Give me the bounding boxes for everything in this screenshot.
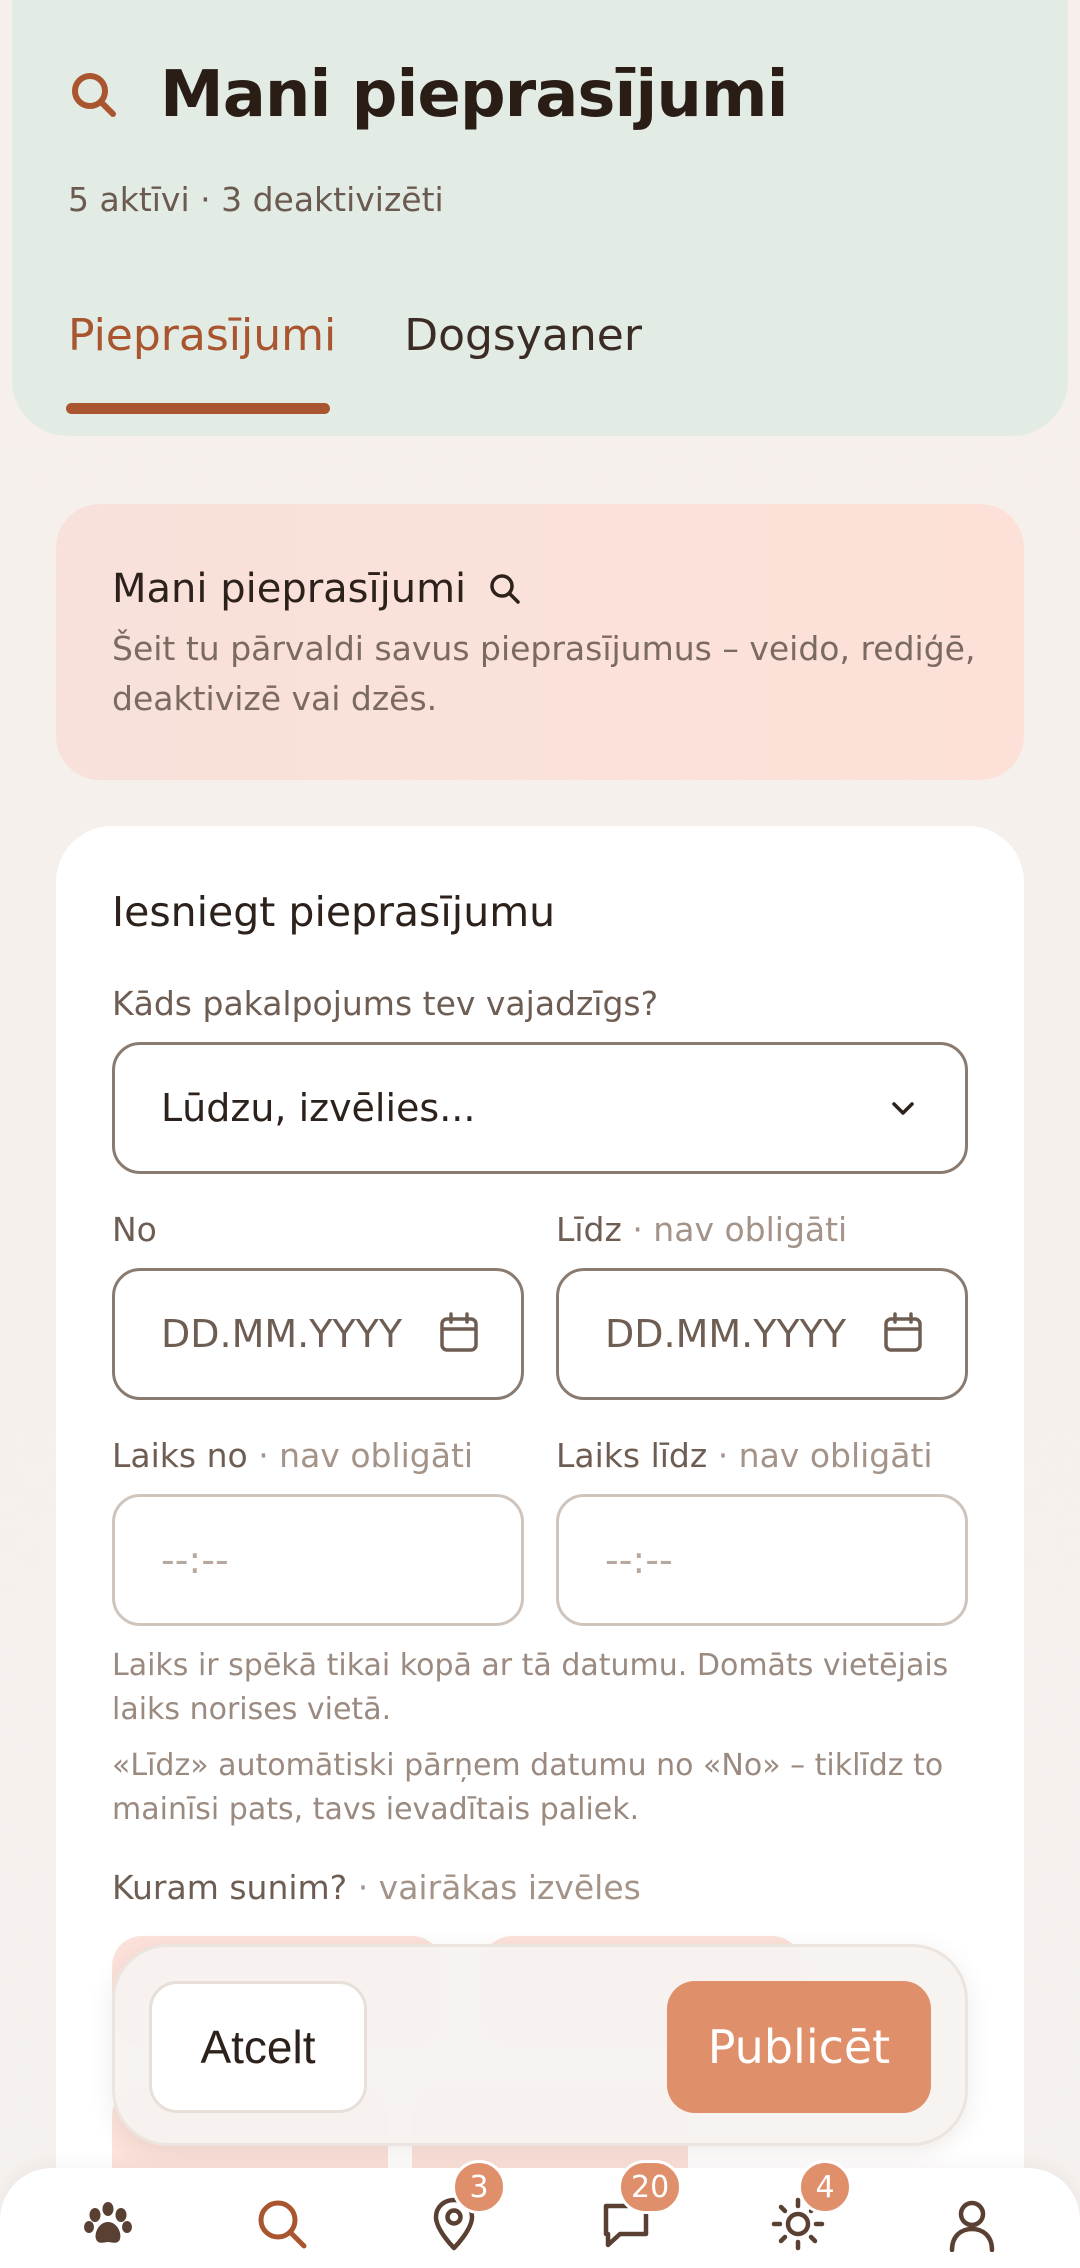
request-count-summary: 5 aktīvi · 3 deaktivizēti [68,180,444,219]
bottom-navigation [0,2168,1080,2268]
tab-dogsyaner[interactable]: Dogsyaner [404,310,642,361]
time-from-field[interactable] [112,1494,524,1626]
info-description: Šeit tu pārvaldi savus pieprasījumus – veido, rediģē, deaktivizē vai dzēs. [112,629,976,718]
cancel-button[interactable]: Atcelt [149,1981,367,2113]
page-header [12,0,1068,436]
date-from-placeholder: DD.MM.YYYY [161,1312,403,1356]
form-title: Iesniegt pieprasījumu [112,888,556,936]
calendar-icon[interactable] [437,1311,481,1355]
search-icon [254,2196,310,2252]
header-title-row [68,58,788,132]
info-card [56,504,1024,780]
nav-item-profile[interactable] [942,2194,1002,2254]
chevron-down-icon [887,1093,919,1125]
tab-requests[interactable]: Pieprasījumi [68,310,337,361]
info-title: Mani pieprasījumi [112,566,467,612]
nav-item-search[interactable] [252,2194,312,2254]
date-from-label: No [112,1210,157,1249]
calendar-icon[interactable] [881,1311,925,1355]
multi-select-note: · vairākas izvēles [357,1868,641,1907]
date-sync-hint: «Līdz» automātiski pārņem datumu no «No» – tiklīdz to mainīsi pats, tavs ievadītais paliek. [112,1748,944,1827]
time-to-field[interactable] [556,1494,968,1626]
page-title: Mani pieprasījumi [160,58,788,132]
time-hint: Laiks ir spēkā tikai kopā ar tā datumu. Domāts vietējais laiks norises vietā. [112,1648,949,1727]
notifications-badge: 4 [798,2160,852,2214]
optional-note: · nav obligāti [258,1436,474,1475]
optional-note: · nav obligāti [717,1436,933,1475]
time-to-label: Laiks līdz · nav obligāti [556,1436,933,1475]
service-label: Kāds pakalpojums tev vajadzīgs? [112,984,659,1023]
date-to-field[interactable] [556,1268,968,1400]
tab-bar [68,310,642,361]
messages-badge: 20 [618,2160,682,2214]
publish-button[interactable]: Publicēt [667,1981,931,2113]
optional-note: · nav obligāti [632,1210,848,1249]
time-to-placeholder: --:-- [605,1538,673,1582]
time-from-label: Laiks no · nav obligāti [112,1436,474,1475]
search-icon [68,69,120,121]
info-title-row [112,566,522,612]
active-tab-indicator [66,403,330,414]
date-to-placeholder: DD.MM.YYYY [605,1312,847,1356]
time-from-placeholder: --:-- [161,1538,229,1582]
paw-icon [81,2197,135,2251]
date-to-label: Līdz · nav obligāti [556,1210,848,1249]
map-badge: 3 [452,2160,506,2214]
date-from-field[interactable] [112,1268,524,1400]
profile-icon [944,2196,1000,2252]
search-icon [488,572,522,606]
dog-select-label: Kuram sunim? · vairākas izvēles [112,1868,641,1907]
form-action-bar [112,1944,968,2146]
nav-item-dogs[interactable] [78,2194,138,2254]
service-select-value: Lūdzu, izvēlies... [161,1086,476,1130]
service-select[interactable] [112,1042,968,1174]
